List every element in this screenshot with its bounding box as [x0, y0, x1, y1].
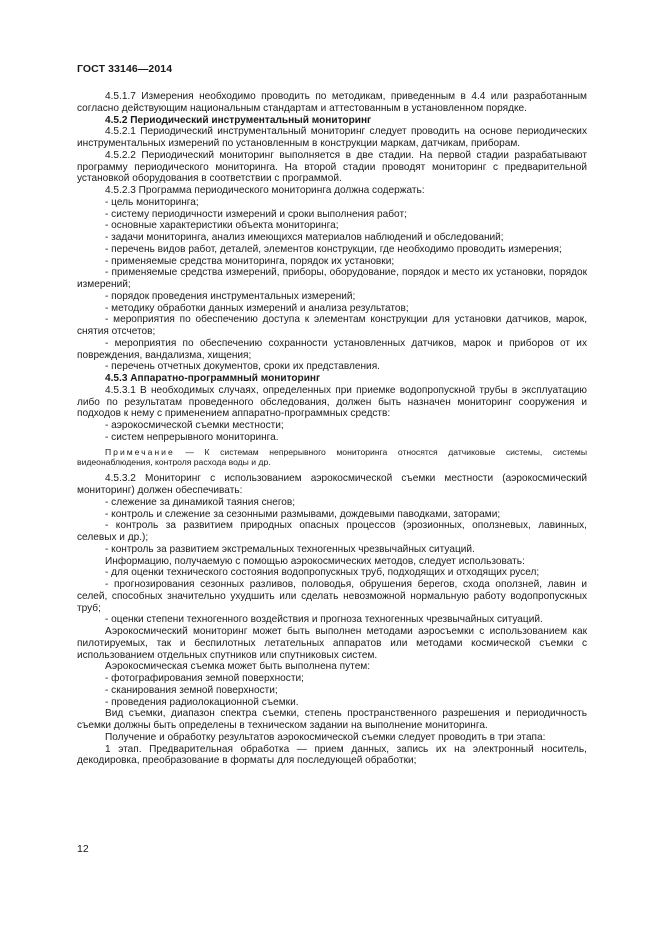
list-item: - контроль за развитием природных опасных процессов (эрозионных, оползневых, лавинных, селевых и др.); [77, 520, 587, 544]
paragraph: 4.5.2.3 Программа периодического мониторинга должна содержать: [105, 185, 425, 196]
list-item: - прогнозирования сезонных разливов, половодья, обрушения берегов, схода оползней, лавин и селей, способных значительно ухудшить или сделать невозможной нормальную работу водопропускных труб; [77, 579, 587, 614]
list-item: - сканирования земной поверхности; [105, 684, 278, 696]
paragraph: 4.5.3.2 Мониторинг с использованием аэрокосмической съемки местности (аэрокосмический мониторинг) должен обеспечивать: [77, 473, 587, 497]
note-text: — К системам непрерывного мониторинга относятся датчиковые системы, системы видеонаблюдения, контроля расхода воды и др. [77, 446, 587, 467]
document-body [77, 91, 587, 767]
list-item: - применяемые средства измерений, приборы, оборудование, порядок и место их установки, порядок измерений; [77, 267, 587, 290]
list-item: - порядок проведения инструментальных измерений; [105, 290, 356, 302]
list-item: - аэрокосмической съемки местности; [105, 420, 284, 431]
list-item: - перечень отчетных документов, сроки их представления. [105, 361, 380, 373]
note-label: Примечание [105, 446, 175, 457]
list-item: - для оценки технического состояния водопропускных труб, подходящих и отходящих русел; [105, 567, 540, 579]
list-item: - методику обработки данных измерений и анализа результатов; [105, 302, 409, 314]
section-heading: 4.5.2 Периодический инструментальный мониторинг [105, 114, 372, 126]
list-item: - контроль за развитием экстремальных техногенных чрезвычайных ситуаций. [105, 543, 475, 555]
section-heading: 4.5.3 Аппаратно-программный мониторинг [105, 373, 321, 384]
note-paragraph [77, 447, 587, 468]
paragraph: Вид съемки, диапазон спектра съемки, степень пространственного разрешения и периодичность съемки должны быть определены в техническом задании на выполнение мониторинга. [77, 708, 587, 732]
list-item: - слежение за динамикой таяния снегов; [105, 496, 296, 508]
list-item: - оценки степени техногенного воздействия и прогноза техногенных чрезвычайных ситуаций. [105, 614, 543, 626]
list-item: - основные характеристики объекта мониторинга; [105, 220, 339, 232]
list-item: - фотографирования земной поверхности; [105, 673, 304, 685]
list-item: - мероприятия по обеспечению доступа к элементам конструкции для установки датчиков, марок, снятия отсчетов; [77, 314, 587, 337]
list-item: - задачи мониторинга, анализ имеющихся материалов наблюдений и обследований; [105, 232, 504, 243]
list-item: - проведения радиолокационной съемки. [105, 696, 299, 708]
paragraph: 4.5.2.1 Периодический инструментальный мониторинг следует проводить на основе периодических инструментальных измерений по установленным в конструкции маркам, датчикам, приборам. [77, 126, 587, 149]
paragraph: 4.5.1.7 Измерения необходимо проводить по методикам, приведенным в 4.4 или разработанным согласно действующим национальным стандартам и аттестованным в установленном порядке. [77, 91, 587, 114]
page-number: 12 [77, 843, 89, 855]
list-item: - применяемые средства мониторинга, порядок их установки; [105, 255, 395, 267]
paragraph: 1 этап. Предварительная обработка — прием данных, запись их на электронный носитель, декодировка, преобразование в форматы для последующей обработки; [77, 743, 587, 767]
paragraph: Информацию, получаемую с помощью аэрокосмических методов, следует использовать: [105, 555, 525, 567]
list-item: - систему периодичности измерений и сроки выполнения работ; [105, 208, 407, 220]
list-item: - цель мониторинга; [105, 196, 199, 208]
list-item: - мероприятия по обеспечению сохранности установленных датчиков, марок и приборов от их повреждения, вандализма, хищения; [77, 337, 587, 361]
list-item: - контроль и слежение за сезонными размывами, дождевыми паводками, заторами; [105, 508, 501, 520]
paragraph: Аэрокосмический мониторинг может быть выполнен методами аэросъемки с использованием как пилотируемых, так и беспилотных летательных аппаратов или методами космической съемки с использованием отдельных спутников или спутниковых систем. [77, 626, 587, 661]
paragraph: Аэрокосмическая съемка может быть выполнена путем: [105, 661, 371, 673]
paragraph: 4.5.2.2 Периодический мониторинг выполняется в две стадии. На первой стадии разрабатывают программу периодического мониторинга. На второй стадии проводят мониторинг с предварительной установкой оборудования в соответствии с программой. [77, 149, 587, 185]
list-item: - перечень видов работ, деталей, элементов конструкции, где необходимо проводить измерения; [105, 243, 562, 255]
paragraph: 4.5.3.1 В необходимых случаях, определенных при приемке водопропускной трубы в эксплуатацию либо по результатам проведенного обследования, должен быть назначен мониторинг сооружения и подходов к нему с применением аппаратно-программных средств: [77, 384, 587, 420]
list-item: - систем непрерывного мониторинга. [105, 431, 279, 443]
document-header: ГОСТ 33146—2014 [77, 63, 173, 75]
paragraph: Получение и обработку результатов аэрокосмической съемки следует проводить в три этапа: [105, 731, 546, 743]
